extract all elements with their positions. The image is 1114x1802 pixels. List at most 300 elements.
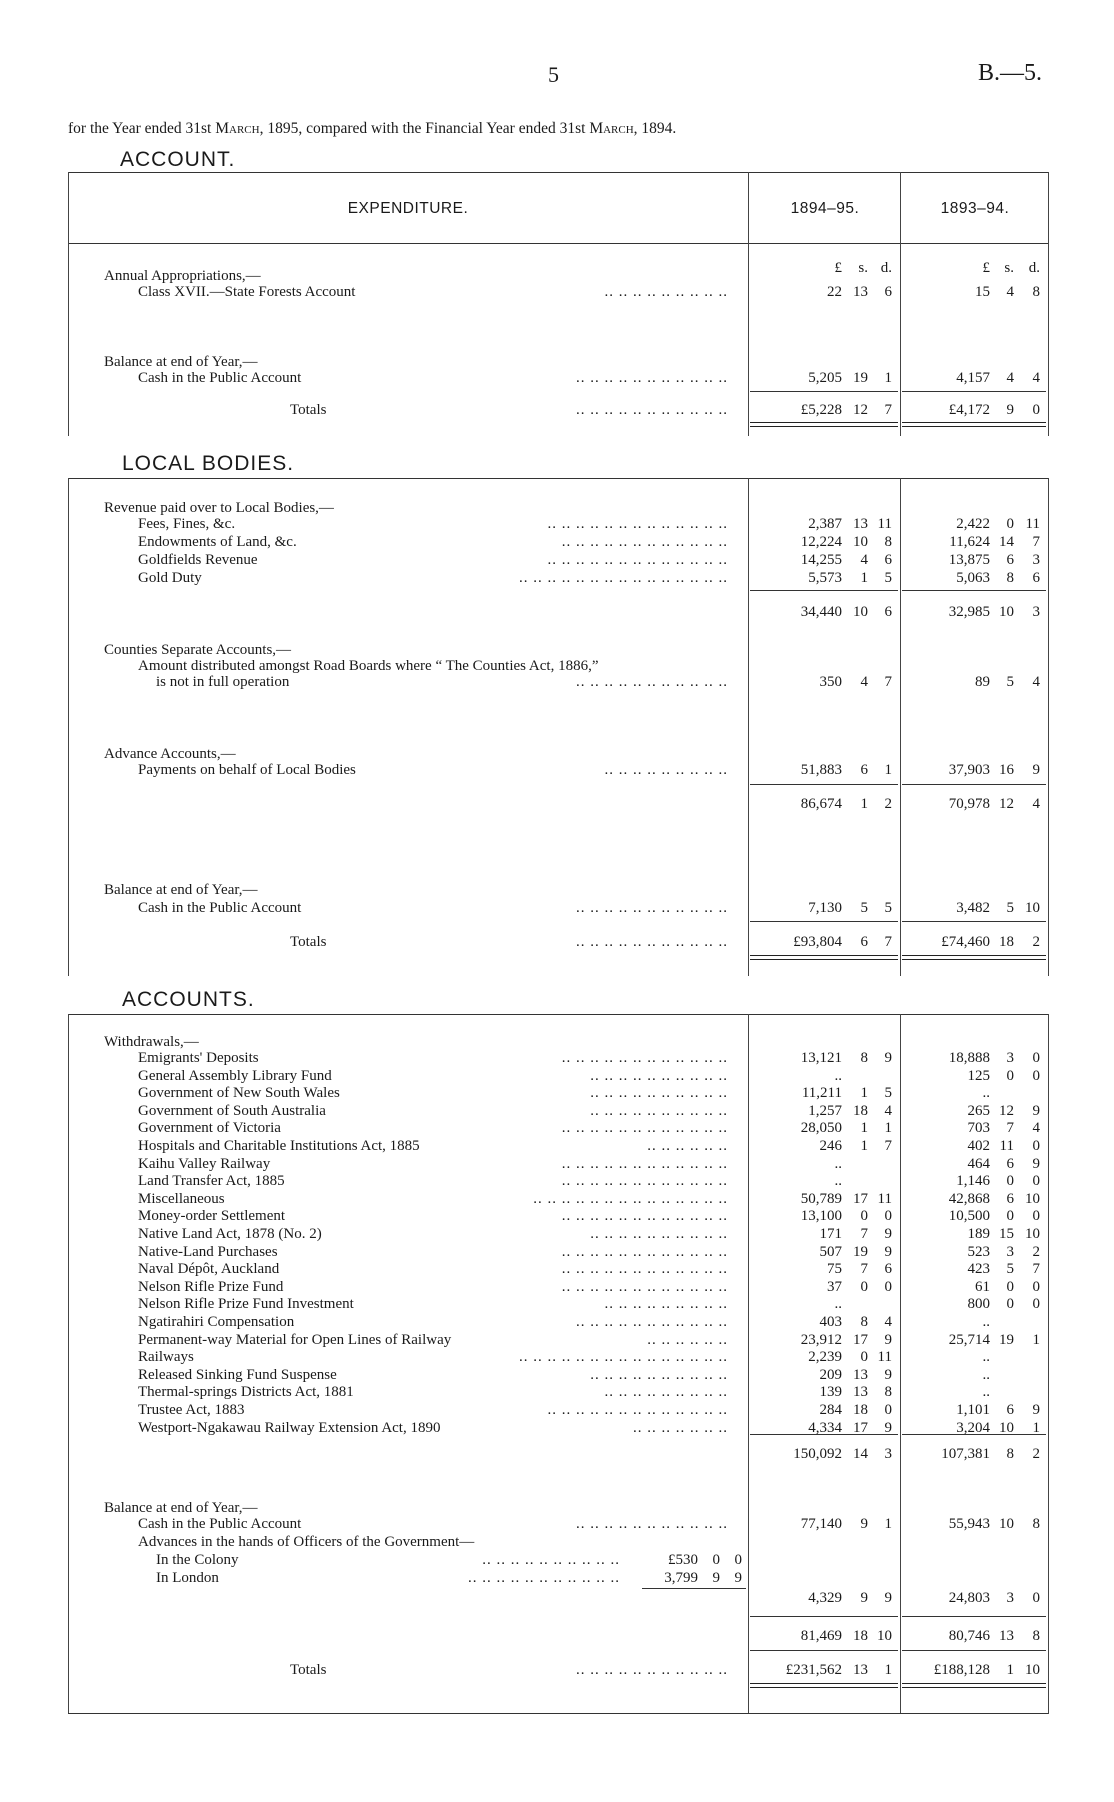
money-pounds: 12,224 xyxy=(800,534,842,550)
row-label: Nelson Rifle Prize Fund xyxy=(138,1279,284,1295)
money-pence: 10 xyxy=(877,1628,892,1644)
money-pence: 9 xyxy=(1032,1103,1040,1119)
table-rule xyxy=(68,478,1048,479)
money-pounds: £530 xyxy=(668,1552,698,1568)
money-shillings: 1 xyxy=(860,796,868,812)
money-pence: 8 xyxy=(1032,1516,1040,1532)
money-pounds: 703 xyxy=(967,1120,990,1136)
money-shillings: 3 xyxy=(1006,1050,1014,1066)
money-pounds: 189 xyxy=(967,1226,990,1242)
leader-dots: .. .. .. .. .. .. .. .. .. .. xyxy=(590,1226,728,1242)
money-pence: 0 xyxy=(734,1552,742,1568)
subtitle-part: for the Year ended 31st xyxy=(68,120,216,137)
row-label: Land Transfer Act, 1885 xyxy=(138,1173,285,1189)
money-pounds: 28,050 xyxy=(800,1120,842,1136)
row-label: Counties Separate Accounts,— xyxy=(104,642,292,658)
money-shillings: 9 xyxy=(1006,402,1014,418)
subtitle-month: March xyxy=(215,120,260,137)
leader-dots: .. .. .. .. .. .. .. .. .. .. xyxy=(590,1068,728,1084)
money-pounds: 61 xyxy=(975,1279,990,1295)
table-rule xyxy=(68,1713,1048,1714)
money-pence: 9 xyxy=(884,1244,892,1260)
column-divider xyxy=(748,1014,749,1714)
lsd-pence: d. xyxy=(1028,260,1040,276)
money-pence: 4 xyxy=(1032,674,1040,690)
row-label: Miscellaneous xyxy=(138,1191,225,1207)
row-label: Endowments of Land, &c. xyxy=(138,534,297,550)
money-shillings: 5 xyxy=(1006,1261,1014,1277)
money-nil: .. xyxy=(834,1156,842,1172)
money-pounds: 423 xyxy=(967,1261,990,1277)
total-double-rule xyxy=(750,422,898,427)
money-pence: 1 xyxy=(884,1662,892,1678)
money-shillings: 5 xyxy=(1006,674,1014,690)
row-label: Advances in the hands of Officers of the Government— xyxy=(138,1534,475,1550)
row-label: Gold Duty xyxy=(138,570,202,586)
row-label: Balance at end of Year,— xyxy=(104,882,258,898)
row-label: Government of Victoria xyxy=(138,1120,281,1136)
money-pence: 1 xyxy=(884,1516,892,1532)
money-shillings: 8 xyxy=(860,1050,868,1066)
money-pounds: 350 xyxy=(819,674,842,690)
leader-dots: .. .. .. .. .. .. .. xyxy=(633,1420,728,1436)
money-pence: 0 xyxy=(884,1402,892,1418)
money-shillings: 6 xyxy=(860,762,868,778)
money-pounds: 11,211 xyxy=(801,1085,842,1101)
row-label: Goldfields Revenue xyxy=(138,552,258,568)
money-pence: 1 xyxy=(884,370,892,386)
row-label: Government of New South Wales xyxy=(138,1085,340,1101)
leader-dots: .. .. .. .. .. .. .. .. .. .. .. .. xyxy=(561,1120,728,1136)
leader-dots: .. .. .. .. .. .. .. .. .. xyxy=(604,1296,728,1312)
money-pounds: 15 xyxy=(975,284,990,300)
total-double-rule xyxy=(750,955,898,960)
money-pence: 0 xyxy=(884,1279,892,1295)
row-label: Money-order Settlement xyxy=(138,1208,286,1224)
money-pence: 0 xyxy=(1032,402,1040,418)
leader-dots: .. .. .. .. .. .. .. .. .. .. .. xyxy=(576,1314,728,1330)
sum-rule xyxy=(750,590,898,591)
leader-dots: .. .. .. .. .. .. .. .. .. .. .. .. xyxy=(561,1208,728,1224)
row-label: Cash in the Public Account xyxy=(138,370,302,386)
table-border-left xyxy=(68,1014,69,1714)
money-pence: 4 xyxy=(884,1314,892,1330)
money-shillings: 13 xyxy=(853,284,868,300)
money-pounds: 2,387 xyxy=(808,516,842,532)
leader-dots: .. .. .. .. .. .. .. .. .. .. .. .. .. xyxy=(547,552,728,568)
money-pence: 10 xyxy=(1025,1226,1040,1242)
money-shillings: 14 xyxy=(853,1446,868,1462)
row-label: Native-Land Purchases xyxy=(138,1244,278,1260)
money-pounds: 34,440 xyxy=(800,604,842,620)
money-shillings: 10 xyxy=(853,604,868,620)
money-pence: 9 xyxy=(1032,1156,1040,1172)
money-pence: 0 xyxy=(884,1208,892,1224)
money-pounds: 5,063 xyxy=(956,570,990,586)
money-shillings: 0 xyxy=(860,1349,868,1365)
table-rule xyxy=(68,172,1048,173)
money-pounds: 4,157 xyxy=(956,370,990,386)
money-pounds: £5,228 xyxy=(800,402,842,418)
money-pounds: 107,381 xyxy=(941,1446,990,1462)
column-header-1893-94: 1893–94. xyxy=(940,200,1010,217)
money-shillings: 10 xyxy=(853,534,868,550)
money-pounds: 13,121 xyxy=(800,1050,842,1066)
money-shillings: 0 xyxy=(1006,1068,1014,1084)
table-border-left xyxy=(68,478,69,976)
money-pounds: 1,101 xyxy=(956,1402,990,1418)
money-shillings: 1 xyxy=(1006,1662,1014,1678)
money-pence: 6 xyxy=(884,1261,892,1277)
money-pence: 6 xyxy=(884,284,892,300)
money-shillings: 8 xyxy=(1006,1446,1014,1462)
money-pounds: 86,674 xyxy=(800,796,842,812)
money-pounds: 32,985 xyxy=(948,604,990,620)
money-pence: 4 xyxy=(1032,796,1040,812)
lsd-pound: £ xyxy=(834,260,842,276)
row-label: Emigrants' Deposits xyxy=(138,1050,259,1066)
money-pence: 1 xyxy=(1032,1332,1040,1348)
column-divider xyxy=(900,1014,901,1714)
money-shillings: 13 xyxy=(853,1662,868,1678)
row-label: Westport-Ngakawau Railway Extension Act, 1890 xyxy=(138,1420,441,1436)
leader-dots: .. .. .. .. .. .. .. .. .. .. .. xyxy=(576,934,728,950)
money-pence: 0 xyxy=(1032,1173,1040,1189)
money-shillings: 15 xyxy=(999,1226,1014,1242)
money-pounds: 7,130 xyxy=(808,900,842,916)
row-label: Balance at end of Year,— xyxy=(104,1500,258,1516)
money-pounds: 2,422 xyxy=(956,516,990,532)
money-shillings: 17 xyxy=(853,1191,868,1207)
money-shillings: 16 xyxy=(999,762,1014,778)
money-pence: 0 xyxy=(1032,1279,1040,1295)
money-shillings: 19 xyxy=(853,370,868,386)
money-pounds: 1,257 xyxy=(808,1103,842,1119)
money-pence: 5 xyxy=(884,1085,892,1101)
sum-rule xyxy=(750,1650,898,1651)
row-label: In London xyxy=(156,1570,219,1586)
money-shillings: 10 xyxy=(999,1516,1014,1532)
money-nil: .. xyxy=(982,1314,990,1330)
row-label: Released Sinking Fund Suspense xyxy=(138,1367,337,1383)
money-shillings: 0 xyxy=(1006,1173,1014,1189)
money-pence: 11 xyxy=(1025,516,1040,532)
leader-dots: .. .. .. .. .. .. .. .. .. xyxy=(604,762,728,778)
money-shillings: 4 xyxy=(1006,284,1014,300)
money-pence: 8 xyxy=(1032,284,1040,300)
money-pence: 8 xyxy=(884,1384,892,1400)
leader-dots: .. .. .. .. .. .. xyxy=(647,1138,728,1154)
money-shillings: 12 xyxy=(853,402,868,418)
money-pence: 10 xyxy=(1025,1191,1040,1207)
money-pounds: £188,128 xyxy=(933,1662,990,1678)
money-pence: 2 xyxy=(1032,934,1040,950)
money-pounds: 139 xyxy=(819,1384,842,1400)
leader-dots: .. .. .. .. .. .. .. .. .. .. .. xyxy=(576,1516,728,1532)
sum-rule xyxy=(902,1434,1046,1435)
money-pence: 5 xyxy=(884,570,892,586)
money-pounds: 77,140 xyxy=(800,1516,842,1532)
money-shillings: 3 xyxy=(1006,1244,1014,1260)
column-divider xyxy=(748,478,749,976)
leader-dots: .. .. .. .. .. .. .. .. .. .. .. .. .. xyxy=(547,516,728,532)
money-pounds: 24,803 xyxy=(948,1590,990,1606)
money-pounds: 70,978 xyxy=(948,796,990,812)
page-number: 5 xyxy=(548,62,559,87)
local-bodies-heading: LOCAL BODIES. xyxy=(122,452,295,475)
money-pounds: 265 xyxy=(967,1103,990,1119)
leader-dots: .. .. .. .. .. .. .. .. .. .. xyxy=(482,1552,620,1568)
money-shillings: 9 xyxy=(712,1570,720,1586)
money-pounds: 3,204 xyxy=(956,1420,990,1436)
money-pence: 0 xyxy=(1032,1296,1040,1312)
leader-dots: .. .. .. .. .. .. .. .. .. .. .. xyxy=(468,1570,620,1586)
row-label: Hospitals and Charitable Institutions Act, 1885 xyxy=(138,1138,420,1154)
row-label: Payments on behalf of Local Bodies xyxy=(138,762,356,778)
money-pounds: 246 xyxy=(819,1138,842,1154)
subtitle-month: March xyxy=(589,120,634,137)
leader-dots: .. .. .. .. .. .. .. .. .. .. .. .. xyxy=(561,1050,728,1066)
money-shillings: 10 xyxy=(999,1420,1014,1436)
money-pounds: 150,092 xyxy=(793,1446,842,1462)
money-pence: 9 xyxy=(734,1570,742,1586)
money-pounds: 22 xyxy=(827,284,842,300)
money-pounds: 55,943 xyxy=(948,1516,990,1532)
money-pence: 9 xyxy=(884,1590,892,1606)
money-pounds: 284 xyxy=(819,1402,842,1418)
money-pence: 9 xyxy=(884,1367,892,1383)
money-pence: 4 xyxy=(884,1103,892,1119)
subtitle-part: , 1895, compared with the Financial Year ended 31st xyxy=(259,120,590,137)
money-pounds: 89 xyxy=(975,674,990,690)
money-shillings: 18 xyxy=(853,1402,868,1418)
money-pounds: 14,255 xyxy=(800,552,842,568)
money-shillings: 1 xyxy=(860,570,868,586)
money-shillings: 0 xyxy=(1006,516,1014,532)
money-pounds: £93,804 xyxy=(793,934,842,950)
money-shillings: 17 xyxy=(853,1332,868,1348)
money-shillings: 6 xyxy=(1006,1191,1014,1207)
money-shillings: 6 xyxy=(1006,552,1014,568)
leader-dots: .. .. .. .. .. .. .. .. .. .. .. .. xyxy=(561,534,728,550)
leader-dots: .. .. .. .. .. .. .. .. .. .. .. .. xyxy=(561,1156,728,1172)
money-shillings: 7 xyxy=(1006,1120,1014,1136)
table-border-left xyxy=(68,172,69,436)
row-label: Kaihu Valley Railway xyxy=(138,1156,271,1172)
money-pounds: 464 xyxy=(967,1156,990,1172)
row-label: Nelson Rifle Prize Fund Investment xyxy=(138,1296,354,1312)
leader-dots: .. .. .. .. .. .. .. .. .. .. xyxy=(590,1367,728,1383)
money-shillings: 0 xyxy=(860,1279,868,1295)
sum-rule xyxy=(902,391,1046,392)
money-pounds: 800 xyxy=(967,1296,990,1312)
money-shillings: 6 xyxy=(1006,1156,1014,1172)
money-nil: .. xyxy=(834,1296,842,1312)
row-label: Advance Accounts,— xyxy=(104,746,236,762)
money-pence: 9 xyxy=(884,1420,892,1436)
money-pounds: 50,789 xyxy=(800,1191,842,1207)
page-reference: B.—5. xyxy=(978,60,1043,86)
leader-dots: .. .. .. .. .. .. xyxy=(647,1332,728,1348)
row-label: Totals xyxy=(290,934,327,950)
money-nil: .. xyxy=(982,1085,990,1101)
money-shillings: 4 xyxy=(1006,370,1014,386)
accounts-heading: ACCOUNTS. xyxy=(122,988,255,1011)
money-pence: 7 xyxy=(1032,534,1040,550)
sum-rule xyxy=(750,784,898,785)
row-label: Annual Appropriations,— xyxy=(104,268,261,284)
money-shillings: 10 xyxy=(999,604,1014,620)
row-label: Totals xyxy=(290,1662,327,1678)
money-pence: 6 xyxy=(884,604,892,620)
account-heading: ACCOUNT. xyxy=(120,148,236,171)
leader-dots: .. .. .. .. .. .. .. .. .. .. .. xyxy=(576,900,728,916)
table-rule xyxy=(68,1014,1048,1015)
money-shillings: 3 xyxy=(1006,1590,1014,1606)
money-nil: .. xyxy=(834,1068,842,1084)
leader-dots: .. .. .. .. .. .. .. .. .. .. xyxy=(590,1085,728,1101)
row-label: Cash in the Public Account xyxy=(138,1516,302,1532)
money-shillings: 7 xyxy=(860,1226,868,1242)
money-pence: 2 xyxy=(884,796,892,812)
money-pence: 9 xyxy=(884,1050,892,1066)
row-label: Railways xyxy=(138,1349,194,1365)
money-pence: 2 xyxy=(1032,1244,1040,1260)
row-label: Native Land Act, 1878 (No. 2) xyxy=(138,1226,322,1242)
total-double-rule xyxy=(750,1683,898,1688)
money-pounds: 25,714 xyxy=(948,1332,990,1348)
money-shillings: 18 xyxy=(999,934,1014,950)
money-pounds: 80,746 xyxy=(948,1628,990,1644)
leader-dots: .. .. .. .. .. .. .. .. .. xyxy=(604,1384,728,1400)
money-pounds: 10,500 xyxy=(948,1208,990,1224)
money-shillings: 13 xyxy=(853,1367,868,1383)
money-pounds: £74,460 xyxy=(941,934,990,950)
money-pence: 7 xyxy=(884,1138,892,1154)
money-shillings: 5 xyxy=(1006,900,1014,916)
money-pence: 11 xyxy=(877,1349,892,1365)
money-pounds: 3,799 xyxy=(664,1570,698,1586)
table-border-right xyxy=(1048,478,1049,976)
money-pence: 11 xyxy=(877,1191,892,1207)
money-shillings: 12 xyxy=(999,1103,1014,1119)
money-shillings: 1 xyxy=(860,1085,868,1101)
sum-rule xyxy=(750,921,898,922)
money-pence: 4 xyxy=(1032,370,1040,386)
money-shillings: 1 xyxy=(860,1138,868,1154)
money-pounds: 402 xyxy=(967,1138,990,1154)
money-pence: 1 xyxy=(884,1120,892,1136)
row-label: Class XVII.—State Forests Account xyxy=(138,284,356,300)
sum-rule xyxy=(750,391,898,392)
money-pounds: 18,888 xyxy=(948,1050,990,1066)
money-shillings: 0 xyxy=(1006,1208,1014,1224)
money-pounds: 75 xyxy=(827,1261,842,1277)
money-shillings: 5 xyxy=(860,900,868,916)
row-label: In the Colony xyxy=(156,1552,239,1568)
money-pence: 9 xyxy=(1032,762,1040,778)
money-shillings: 12 xyxy=(999,796,1014,812)
row-label: Trustee Act, 1883 xyxy=(138,1402,245,1418)
money-pence: 9 xyxy=(1032,1402,1040,1418)
money-shillings: 8 xyxy=(1006,570,1014,586)
money-shillings: 0 xyxy=(1006,1279,1014,1295)
money-pence: 1 xyxy=(1032,1420,1040,1436)
money-shillings: 13 xyxy=(853,516,868,532)
lsd-shilling: s. xyxy=(858,260,868,276)
lsd-pence: d. xyxy=(880,260,892,276)
money-pence: 0 xyxy=(1032,1050,1040,1066)
money-pence: 7 xyxy=(884,674,892,690)
leader-dots: .. .. .. .. .. .. .. .. .. .. .. xyxy=(576,370,728,386)
table-border-right xyxy=(1048,172,1049,436)
money-pounds: 209 xyxy=(819,1367,842,1383)
money-shillings: 18 xyxy=(853,1103,868,1119)
money-pence: 4 xyxy=(1032,1120,1040,1136)
money-pounds: 1,146 xyxy=(956,1173,990,1189)
table-border-right xyxy=(1048,1014,1049,1714)
money-shillings: 6 xyxy=(860,934,868,950)
money-shillings: 14 xyxy=(999,534,1014,550)
money-pence: 7 xyxy=(1032,1261,1040,1277)
money-pounds: 507 xyxy=(819,1244,842,1260)
row-label: Government of South Australia xyxy=(138,1103,326,1119)
money-pence: 6 xyxy=(1032,570,1040,586)
money-shillings: 9 xyxy=(860,1590,868,1606)
lsd-pound: £ xyxy=(982,260,990,276)
money-shillings: 7 xyxy=(860,1261,868,1277)
money-shillings: 18 xyxy=(853,1628,868,1644)
sum-rule xyxy=(902,784,1046,785)
leader-dots: .. .. .. .. .. .. .. .. .. .. .. xyxy=(576,674,728,690)
money-pounds: 13,875 xyxy=(948,552,990,568)
money-pence: 6 xyxy=(884,552,892,568)
leader-dots: .. .. .. .. .. .. .. .. .. .. .. xyxy=(576,1662,728,1678)
total-double-rule xyxy=(902,1683,1046,1688)
money-pounds: 403 xyxy=(819,1314,842,1330)
money-pence: 0 xyxy=(1032,1138,1040,1154)
leader-dots: .. .. .. .. .. .. .. .. .. .. .. .. xyxy=(561,1261,728,1277)
money-shillings: 9 xyxy=(860,1516,868,1532)
money-pounds: 42,868 xyxy=(948,1191,990,1207)
row-label: is not in full operation xyxy=(156,674,290,690)
leader-dots: .. .. .. .. .. .. .. .. .. .. .. .. .. .. xyxy=(533,1191,728,1207)
money-pounds: 523 xyxy=(967,1244,990,1260)
money-shillings: 19 xyxy=(999,1332,1014,1348)
page-subtitle xyxy=(68,120,676,138)
money-pounds: £231,562 xyxy=(785,1662,842,1678)
money-shillings: 17 xyxy=(853,1420,868,1436)
money-pounds: 171 xyxy=(819,1226,842,1242)
money-pence: 1 xyxy=(884,762,892,778)
money-nil: .. xyxy=(982,1367,990,1383)
row-label: Ngatirahiri Compensation xyxy=(138,1314,295,1330)
money-pounds: 51,883 xyxy=(800,762,842,778)
money-pounds: 4,329 xyxy=(808,1590,842,1606)
money-shillings: 1 xyxy=(860,1120,868,1136)
leader-dots: .. .. .. .. .. .. .. .. .. .. .. .. .. xyxy=(547,1402,728,1418)
row-label: Revenue paid over to Local Bodies,— xyxy=(104,500,334,516)
money-pence: 11 xyxy=(877,516,892,532)
money-pence: 7 xyxy=(884,402,892,418)
column-header-expenditure: EXPENDITURE. xyxy=(347,200,469,217)
money-nil: .. xyxy=(982,1384,990,1400)
money-nil: .. xyxy=(834,1173,842,1189)
money-pounds: 23,912 xyxy=(800,1332,842,1348)
column-divider xyxy=(900,172,901,436)
money-pence: 0 xyxy=(1032,1590,1040,1606)
money-shillings: 19 xyxy=(853,1244,868,1260)
